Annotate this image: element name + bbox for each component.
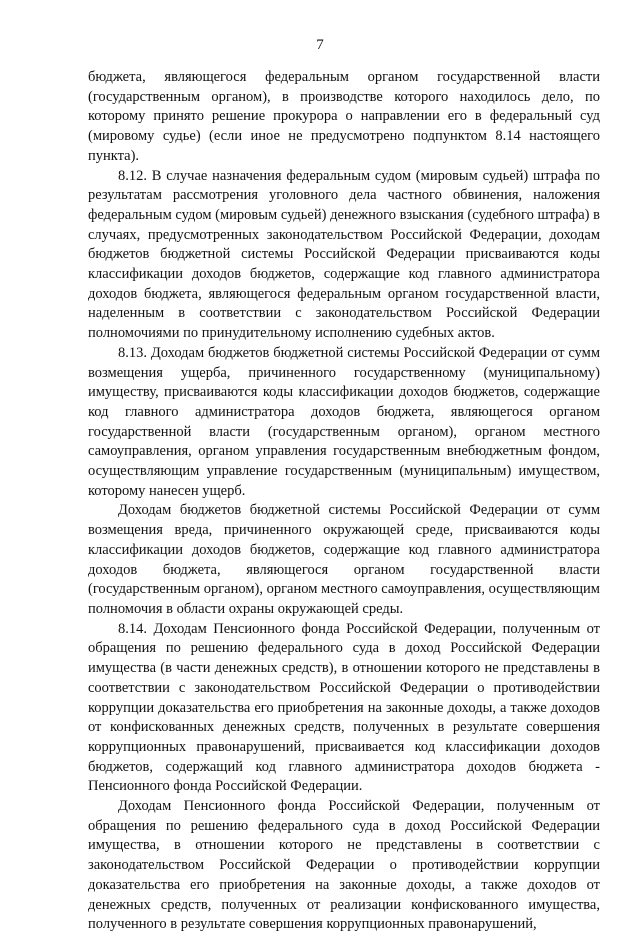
document-body (88, 68, 600, 935)
paragraph-8-12: 8.12. В случае назначения федеральным судом (мировым судьей) штрафа по результатам рассмотрения уголовного дела частного обвинения, наложения федеральным судом (мировым судьей) денежного взыскания (судебного штрафа) в случаях, предусмотренных законодательством Российской Федерации, доходам бюджетов бюджетной системы Российской Федерации присваиваются коды классификации доходов бюджетов, содержащие код главного администратора доходов бюджета, являющегося федеральным органом государственной власти, наделенным в соответствии с законодательством Российской Федерации полномочиями по принудительному исполнению судебных актов. (88, 167, 600, 342)
paragraph-8-13: 8.13. Доходам бюджетов бюджетной системы Российской Федерации от сумм возмещения ущерба, причиненного государственному (муниципальному) имуществу, присваиваются коды классификации доходов бюджетов, содержащие код главного администратора доходов бюджета, являющегося органом государственной власти (государственным органом), органом местного самоуправления, органом управления государственным внебюджетным фондом, осуществляющим управление государственным (муниципальным) имуществом, которому нанесен ущерб. (88, 344, 600, 499)
paragraph-pension-fund-income: Доходам Пенсионного фонда Российской Федерации, полученным от обращения по решению федерального суда в доход Российской Федерации имущества, в отношении которого не представлены в соответствии с законодательством Российской Федерации о противодействии коррупции доказательства его приобретения на законные доходы, а также доходов от денежных средств, полученных от реализации конфискованного имущества, полученного в результате совершения коррупционных правонарушений, (88, 798, 600, 933)
page-number: 7 (316, 37, 324, 53)
paragraph-8-14: 8.14. Доходам Пенсионного фонда Российской Федерации, полученным от обращения по решению федерального суда в доход Российской Федерации имущества (в части денежных средств), в отношении которого не представлены в соответствии с законодательством Российской Федерации о противодействии коррупции доказательства его приобретения на законные доходы, а также доходов от конфискованных денежных средств, полученных в результате совершения коррупционных правонарушений, присваивается код классификации доходов бюджетов, содержащий код главного администратора доходов бюджета - Пенсионного фонда Российской Федерации. (88, 620, 600, 795)
paragraph-environment-damage: Доходам бюджетов бюджетной системы Российской Федерации от сумм возмещения вреда, причиненного окружающей среде, присваиваются коды классификации доходов бюджетов, содержащие код главного администратора доходов бюджета, являющегося органом государственной власти (государственным органом), органом местного самоуправления, осуществляющим полномочия в области охраны окружающей среды. (88, 502, 600, 617)
paragraph-continuation: бюджета, являющегося федеральным органом государственной власти (государственным органом), в производстве которого находилось дело, по которому принято решение прокурора о направлении его в федеральный суд (мировому судье) (если иное не предусмотрено подпунктом 8.14 настоящего пункта). (88, 69, 600, 164)
